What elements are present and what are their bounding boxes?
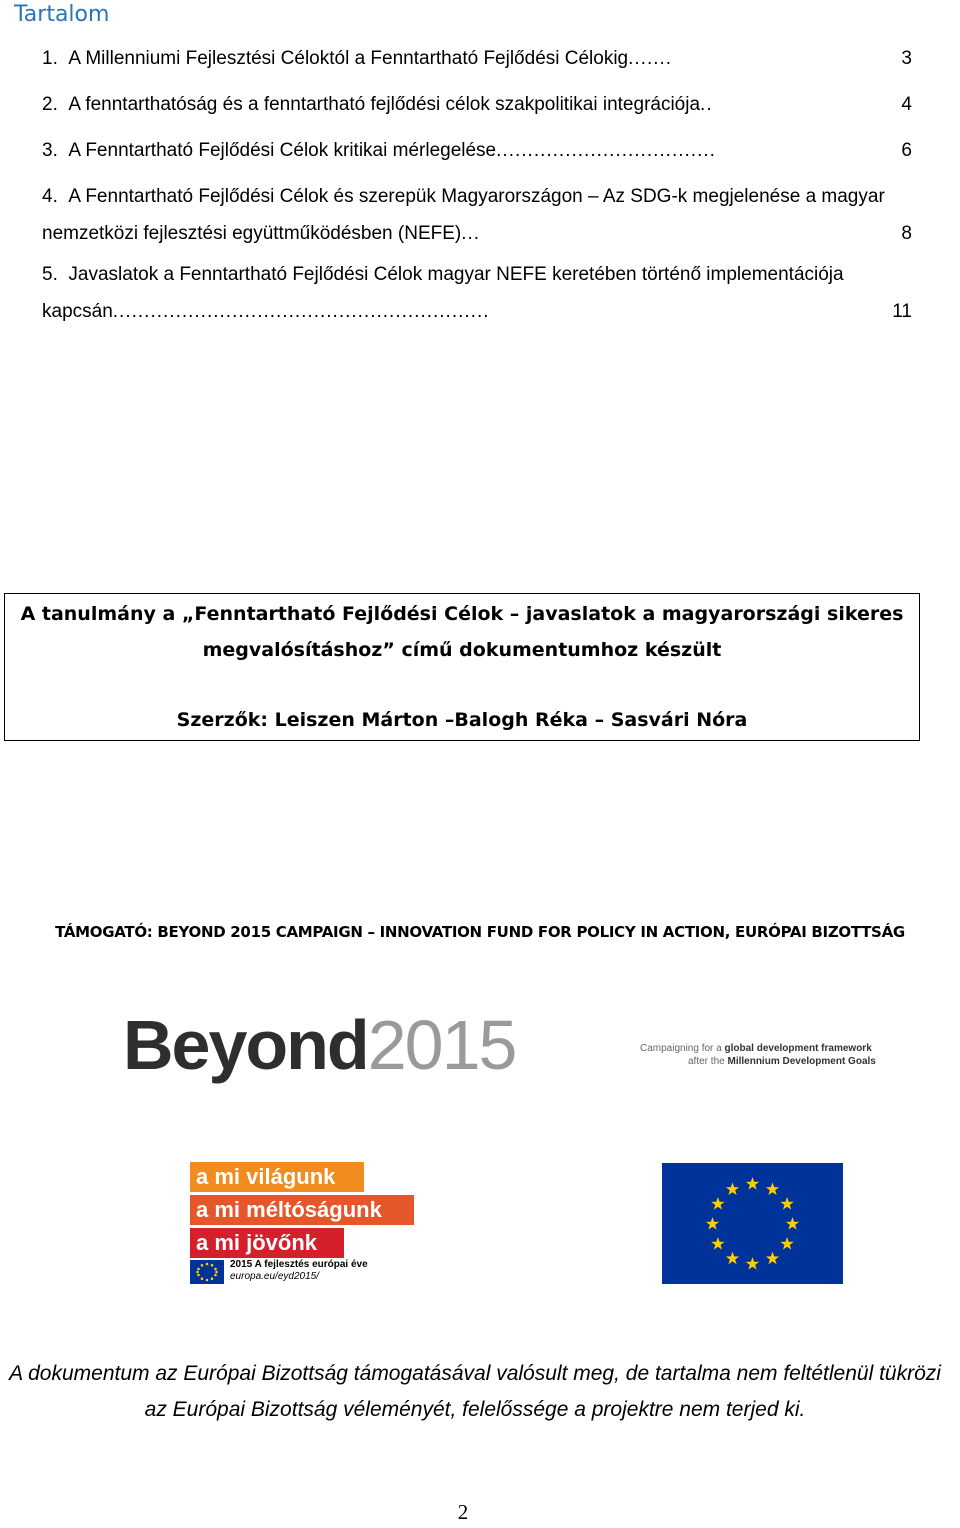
authors-line: Szerzők: Leiszen Márton –Balogh Réka – Sasvári Nóra: [176, 709, 748, 731]
toc-text: A fenntarthatóság és a fenntartható fejlődési célok szakpolitikai integrációja: [68, 94, 701, 115]
toc-page: 3: [901, 40, 912, 77]
toc-entry-5[interactable]: [42, 256, 912, 330]
toc-number: 4.: [42, 186, 58, 207]
eyd-url: europa.eu/eyd2015/: [230, 1271, 319, 1282]
toc-leader: .......: [628, 48, 673, 69]
toc-leader: ............................................................: [112, 301, 490, 322]
toc-title: Tartalom: [14, 2, 110, 27]
toc-list: [42, 40, 912, 334]
toc-text: A Fenntartható Fejlődési Célok kritikai mérlegelése: [68, 140, 497, 161]
eyd-line-2: a mi méltóságunk: [190, 1195, 414, 1225]
toc-number: 3.: [42, 140, 58, 161]
eu-flag-icon: [662, 1163, 843, 1284]
beyond-word: Beyond: [123, 1006, 368, 1084]
toc-number: 5.: [42, 264, 58, 285]
toc-page: 11: [892, 293, 912, 330]
toc-text: Javaslatok a Fenntartható Fejlődési Célok magyar NEFE keretében történő implementációja kapcsán: [42, 264, 844, 322]
toc-entry-1[interactable]: [42, 40, 912, 77]
tagline-bold-1: global development framework: [724, 1043, 872, 1054]
toc-leader: ..: [700, 94, 713, 115]
disclaimer: A dokumentum az Európai Bizottság támogatásával valósult meg, de tartalma nem feltétlenül tükrözi az Európai Bizottság véleményét, felelőssége a projektre nem terjed ki.: [9, 1362, 941, 1421]
eyd2015-logo: [190, 1162, 414, 1284]
sponsor-line: TÁMOGATÓ: BEYOND 2015 CAMPAIGN – INNOVATION FUND FOR POLICY IN ACTION, EURÓPAI BIZOTTSÁG: [55, 923, 905, 941]
eyd-line-1: a mi világunk: [190, 1162, 364, 1192]
tagline-prefix-1: Campaigning for a: [640, 1043, 722, 1054]
study-description: A tanulmány a „Fenntartható Fejlődési Célok – javaslatok a magyarországi sikeres megvalósításhoz” című dokumentumhoz készült: [20, 603, 904, 661]
toc-entry-2[interactable]: [42, 86, 912, 123]
beyond-year: 2015: [367, 1006, 516, 1084]
eyd-footer: [190, 1260, 414, 1284]
eyd-year-text: 2015 A fejlesztés európai éve: [230, 1259, 368, 1270]
toc-text: A Fenntartható Fejlődési Célok és szerepük Magyarországon – Az SDG-k megjelenése a magyar nemzetközi fejlesztési együttműködésben (NEFE): [42, 186, 885, 244]
eu-stars-icon: [190, 1260, 224, 1284]
toc-page: 8: [901, 215, 912, 252]
toc-page: 6: [901, 132, 912, 169]
toc-leader: ...: [461, 223, 481, 244]
toc-text: A Millenniumi Fejlesztési Céloktól a Fenntartható Fejlődési Célokig: [68, 48, 629, 69]
toc-number: 2.: [42, 94, 58, 115]
toc-page: 4: [901, 86, 912, 123]
beyond2015-logo: [123, 1006, 516, 1084]
toc-leader: ...................................: [496, 140, 716, 161]
toc-entry-4[interactable]: [42, 178, 912, 252]
eyd-line-3: a mi jövőnk: [190, 1228, 344, 1258]
toc-entry-3[interactable]: [42, 132, 912, 169]
toc-number: 1.: [42, 48, 58, 69]
study-info-box: [4, 593, 920, 741]
eyd-footer-text: [230, 1259, 368, 1283]
page-number: 2: [457, 1500, 469, 1524]
tagline-prefix-2: after the: [688, 1056, 725, 1067]
tagline-bold-2: Millennium Development Goals: [727, 1056, 876, 1067]
beyond2015-tagline: [640, 1042, 876, 1068]
